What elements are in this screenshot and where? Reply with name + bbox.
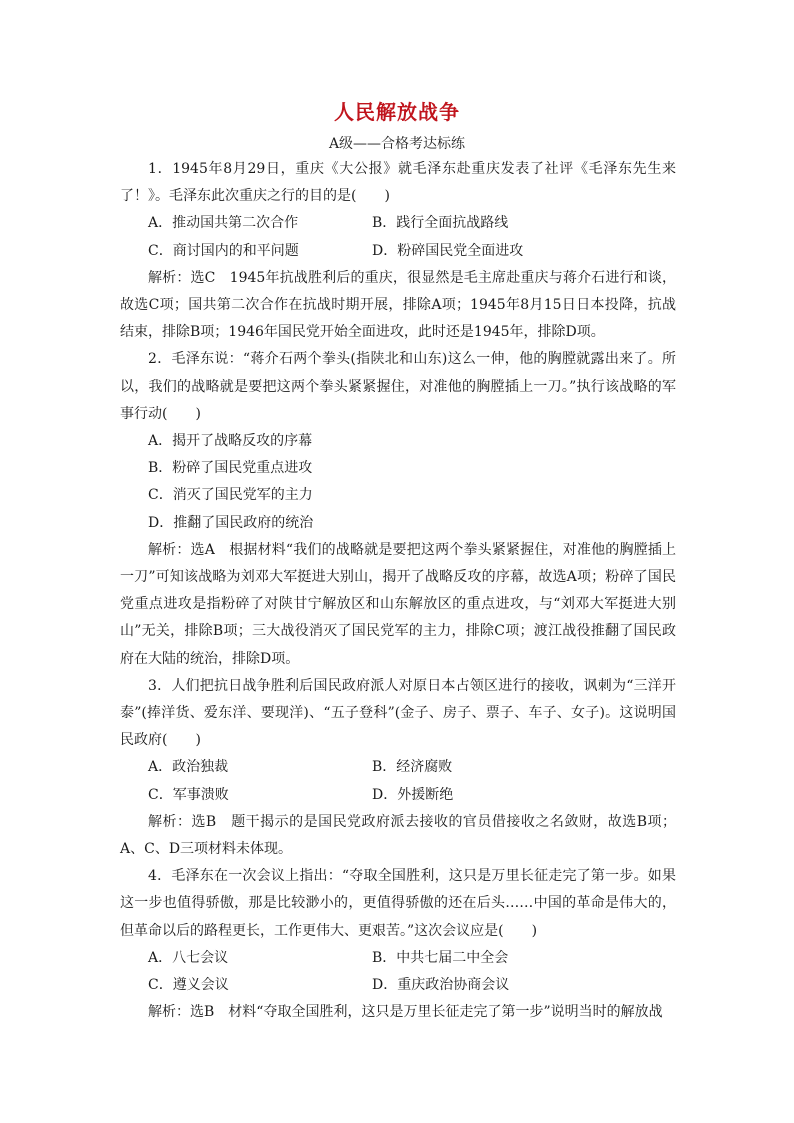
question-1-stem: 1．1945年8月29日，重庆《大公报》就毛泽东赴重庆发表了社评《毛泽东先生来了！》。毛泽东此次重庆之行的目的是( ) (120, 161, 676, 205)
option-d: D．外援断绝 (372, 786, 454, 803)
option-a: A．政治独裁 (148, 759, 229, 776)
question-2-stem: 2．毛泽东说：“蒋介石两个拳头(指陕北和山东)这么一伸，他的胸膛就露出来了。所以，我们的战略就是要把这两个拳头紧紧握住，对准他的胸膛插上一刀。”执行该战略的军事行动( ) (120, 351, 676, 422)
option-d: D．粉碎国民党全面进攻 (372, 242, 524, 259)
option-d: D．推翻了国民政府的统治 (148, 514, 314, 531)
option-c: C．消灭了国民党军的主力 (148, 487, 313, 504)
option-b: B．粉碎了国民党重点进攻 (148, 460, 313, 477)
question-4-analysis: 解析：选B 材料“夺取全国胜利，这只是万里长征走完了第一步”说明当时的解放战 (148, 1004, 663, 1021)
question-2-analysis: 解析：选A 根据材料“我们的战略就是要把这两个拳头紧紧握住，对准他的胸膛插上一刀”可知该战略为刘邓大军挺进大别山，揭开了战略反攻的序幕，故选A项；粉碎了国民党重点进攻是指粉碎了对陕甘宁解放区和山东解放区的重点进攻，与“刘邓大军挺进大别山”无关，排除B项；三大战役消灭了国民党军的主力，排除C项；渡江战役推翻了国民政府在大陆的统治，排除D项。 (120, 541, 676, 667)
option-c: C．遵义会议 (148, 977, 229, 994)
option-d: D．重庆政治协商会议 (372, 977, 510, 994)
option-b: B．践行全面抗战路线 (372, 215, 509, 232)
question-3-options-row-1 (120, 754, 676, 781)
page-title: 人民解放战争 (334, 100, 460, 124)
option-a: A．揭开了战略反攻的序幕 (148, 433, 313, 450)
option-b: B．经济腐败 (372, 759, 453, 776)
option-c: C．商讨国内的和平问题 (148, 242, 299, 259)
question-1-options-row-2 (120, 238, 676, 265)
option-a: A．推动国共第二次合作 (148, 215, 299, 232)
option-c: C．军事溃败 (148, 786, 229, 803)
document-body (120, 156, 676, 1027)
question-4-stem: 4．毛泽东在一次会议上指出：“夺取全国胜利，这只是万里长征走完了第一步。如果这一步也值得骄傲，那是比较渺小的，更值得骄傲的还在后头……中国的革命是伟大的，但革命以后的路程更长，工作更伟大、更艰苦。”这次会议应是( ) (120, 868, 676, 939)
question-1-options-row-1 (120, 210, 676, 237)
option-a: A．八七会议 (148, 949, 229, 966)
question-4-options-row-2 (120, 972, 676, 999)
question-4-options-row-1 (120, 945, 676, 972)
question-3-stem: 3．人们把抗日战争胜利后国民政府派人对原日本占领区进行的接收，讽刺为“三洋开泰”(捧洋货、爱东洋、要现洋)、“五子登科”(金子、房子、票子、车子、女子)。这说明国民政府( ) (120, 677, 676, 749)
question-3-analysis: 解析：选B 题干揭示的是国民党政府派去接收的官员借接收之名敛财，故选B项；A、C、D三项材料未体现。 (120, 813, 676, 858)
question-1-analysis: 解析：选C 1945年抗战胜利后的重庆，很显然是毛主席赴重庆与蒋介石进行和谈，故选C项；国共第二次合作在抗战时期开展，排除A项；1945年8月15日日本投降，抗战结束，排除B项；1946年国民党开始全面进攻，此时还是1945年，排除D项。 (120, 269, 676, 341)
page-subtitle: A级——合格考达标练 (328, 136, 466, 152)
option-b: B．中共七届二中全会 (372, 949, 509, 966)
question-3-options-row-2 (120, 782, 676, 809)
